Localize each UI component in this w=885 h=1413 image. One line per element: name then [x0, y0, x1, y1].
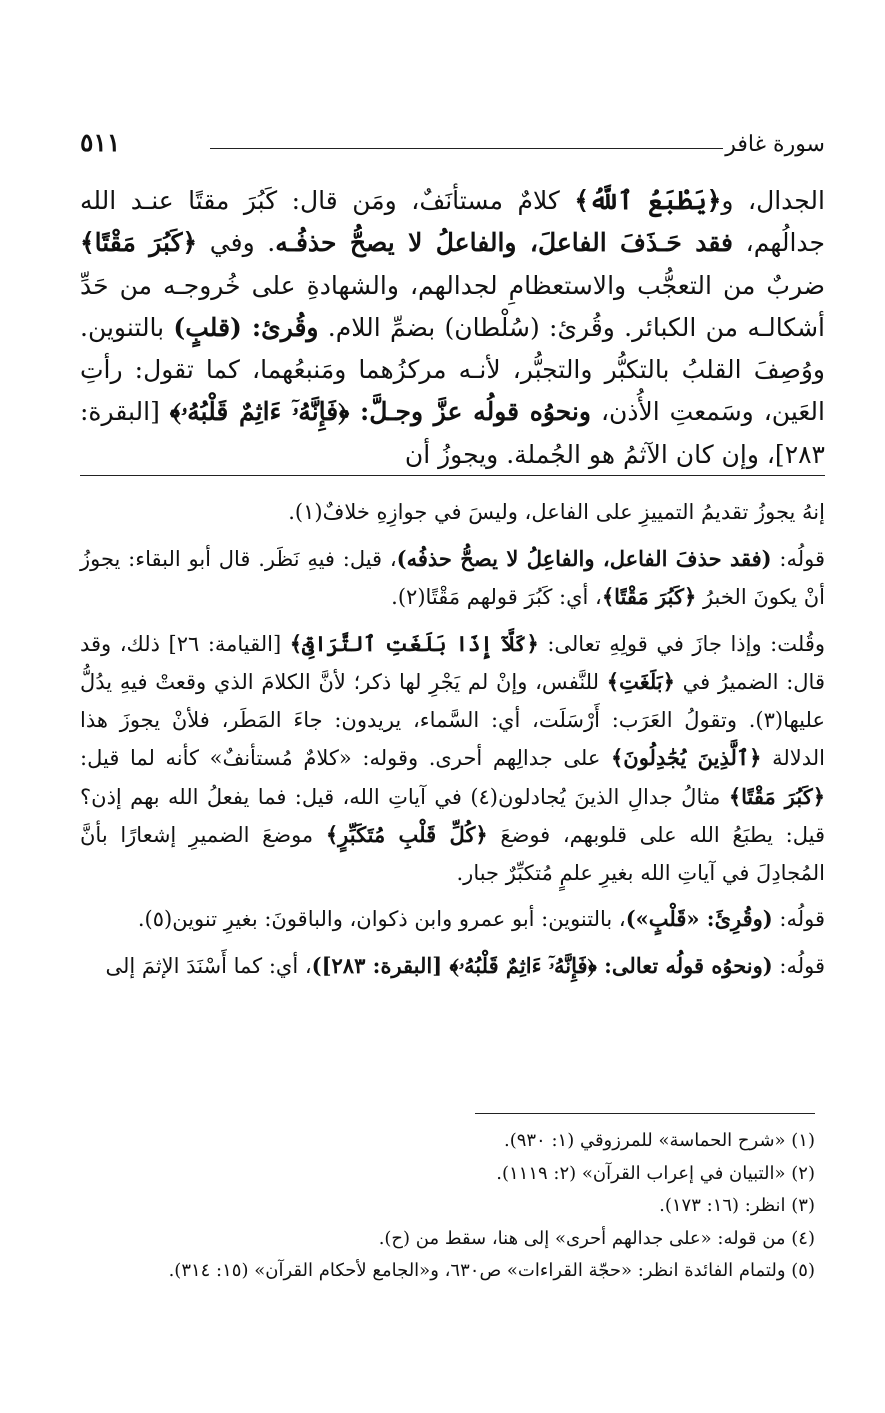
text-run: ، قيل: فيهِ نَظَر. قال أبو البقاء: يجوزُ أنْ يكونَ الخبرُ [80, 546, 825, 609]
text-run: ضربٌ من التعجُّب والاستعظامِ لجدالهم، والشهادةِ على خُروجـه من حَدِّ أشكالـه من الكبائر. وقُرئ: (سُلْطان) بضمِّ اللام. [80, 270, 826, 342]
main-text [80, 180, 825, 476]
commentary-paragraph [80, 625, 825, 893]
quran-quote: ﴿يَطْبَعُ ٱللَّهُ﴾ [574, 186, 722, 215]
footnote: (١) «شرح الحماسة» للمرزوقي (١: ٩٣٠). [503, 1130, 815, 1151]
quran-quote: ﴿بَلَغَتِ﴾ [606, 669, 675, 694]
text-run: قولُه: [772, 907, 825, 931]
text-run: ، بالتنوين: أبو عمرو وابن ذكوان، والباقونَ: بغيرِ تنوين(٥). [137, 907, 626, 931]
commentary-paragraph [80, 540, 825, 617]
text-run: على جدالِهم أحرى. وقوله: «كلامٌ مُستأنفٌ» كأنه لما قيل: [80, 746, 611, 770]
quoted-phrase: (ونحوُه قولُه تعالى: [596, 952, 773, 978]
quran-quote: ﴿كُلِّ قَلْبِ مُتَكَبِّرٍ﴾ [325, 822, 488, 847]
quoted-phrase: فقد حَـذَفَ الفاعلَ، والفاعلُ لا يصحُّ حذفُـه [275, 228, 733, 258]
quoted-phrase: (وقُرِئَ: «قَلْبٍ») [625, 906, 773, 931]
quran-quote: ﴿كَلَّآ إِذَا بَلَغَتِ ٱلتَّرَاقِىَ﴾ [289, 630, 539, 656]
footnote: (٣) انظر: (١٦: ١٧٣). [659, 1195, 815, 1216]
text-run: ، أي: كما أَسْنَدَ الإثمَ إلى [105, 953, 312, 978]
footnote: (٥) ولتمام الفائدة انظر: «حجّة القراءات» ص٦٣٠، و«الجامع لأحكام القرآن» (١٥: ٣١٤). [168, 1260, 815, 1281]
quran-quote: ﴿كَبُرَ مَقْتًا﴾ [80, 228, 198, 258]
text-run: . وفي [197, 228, 276, 258]
footnote: (٢) «التبيان في إعراب القرآن» (٢: ١١١٩). [496, 1162, 815, 1184]
text-run: موضعَ الضميرِ إشعارًا بأنَّ المُجادِلَ في آياتِ الله بغيرِ علمٍ مُتكبِّرٌ جبار. [80, 823, 825, 885]
quoted-phrase: ونحوُه قولُه عزَّ وجـلَّ: [349, 397, 591, 427]
surah-title: سورة غافر [725, 132, 825, 157]
text-run: قولُه: [771, 546, 825, 571]
footnote-divider [475, 1113, 815, 1114]
quoted-phrase: وقُرئ: (قلبٍ) [173, 312, 319, 342]
quran-quote: ﴿فَإِنَّهُۥٓ ءَاثِمٌ قَلْبُهُۥ﴾ [169, 397, 350, 427]
text-run: وقُلت: وإذا جازَ في قولِهِ تعالى: [538, 631, 826, 656]
quran-quote: ﴿كَبُرَ مَقْتًا﴾ [728, 783, 825, 809]
page-header [80, 128, 825, 168]
quoted-phrase: (فقد حذفَ الفاعل، والفاعِلُ لا يصحُّ حذفُه) [396, 545, 772, 571]
section-divider [80, 475, 825, 476]
text-run: مثالُ جدالِ الذينَ يُجادلون(٤) في آياتِ الله، قيل: فما يفعلُ الله بهم إذن؟ قيل: يطبَعُ الله على قلوبهم، فوضعَ [80, 784, 825, 847]
commentary-paragraph [80, 947, 825, 986]
text-run: [البقرة: ٢٨٣]، وإن كان الآثمُ هو الجُملة. ويجوزُ أن [80, 397, 825, 469]
commentary-paragraph [80, 494, 825, 532]
text-run: قولُه: [772, 953, 825, 978]
text-run: بالتنوين. ووُصِفَ القلبُ بالتكبُّر والتجبُّر، لأنـه مركزُهما ومَنبعُهما، كما تقول: رأتِ العَين، وسَمعتِ الأُذن، [80, 312, 825, 427]
text-run: كلامٌ مستأنَفٌ، ومَن قال: كَبُرَ مقتًا عنـد الله جدالُهم، [80, 186, 825, 258]
commentary-paragraph [80, 900, 825, 939]
main-paragraph [80, 180, 825, 476]
quran-quote: ﴿فَإِنَّهُۥٓ ءَاثِمٌ قَلْبُهُۥ﴾ [449, 952, 597, 978]
header-rule [210, 148, 723, 149]
text-run: الجدال، و [721, 186, 825, 215]
text-run: [القيامة: ٢٦] ذلك، وقد قال: الضميرُ في [80, 631, 825, 694]
text-run: ، أي: كَبُرَ قولهم مَقْتًا(٢). [391, 585, 602, 609]
commentary-text [80, 494, 825, 993]
footnotes [80, 1125, 815, 1288]
text-run: للنَّفس، وإنْ لم يَجْرِ لها ذكر؛ لأنَّ الكلامَ الذي وقعتْ فيهِ يدُلُّ عليها(٣). وتقولُ العَرَب: أَرْسَلَت، أي: السَّماء، يريدون: جاءَ المَطَر، فلأنْ يجوزَ هذا الدلالة [80, 670, 825, 770]
quoted-phrase: [البقرة: ٢٨٣]) [311, 952, 450, 978]
quran-quote: ﴿كَبُرَ مَقْتًا﴾ [601, 584, 697, 609]
page-number: ٥١١ [80, 128, 121, 157]
footnote: (٤) من قوله: «على جدالهم أحرى» إلى هنا، سقط من (ح). [378, 1227, 815, 1249]
quran-quote: ﴿ٱلَّذِينَ يُجَٰدِلُونَ﴾ [610, 745, 762, 770]
text-run: إنهُ يجوزُ تقديمُ التمييزِ على الفاعل، وليسَ في جوازِهِ خلافٌ(١). [288, 500, 825, 524]
